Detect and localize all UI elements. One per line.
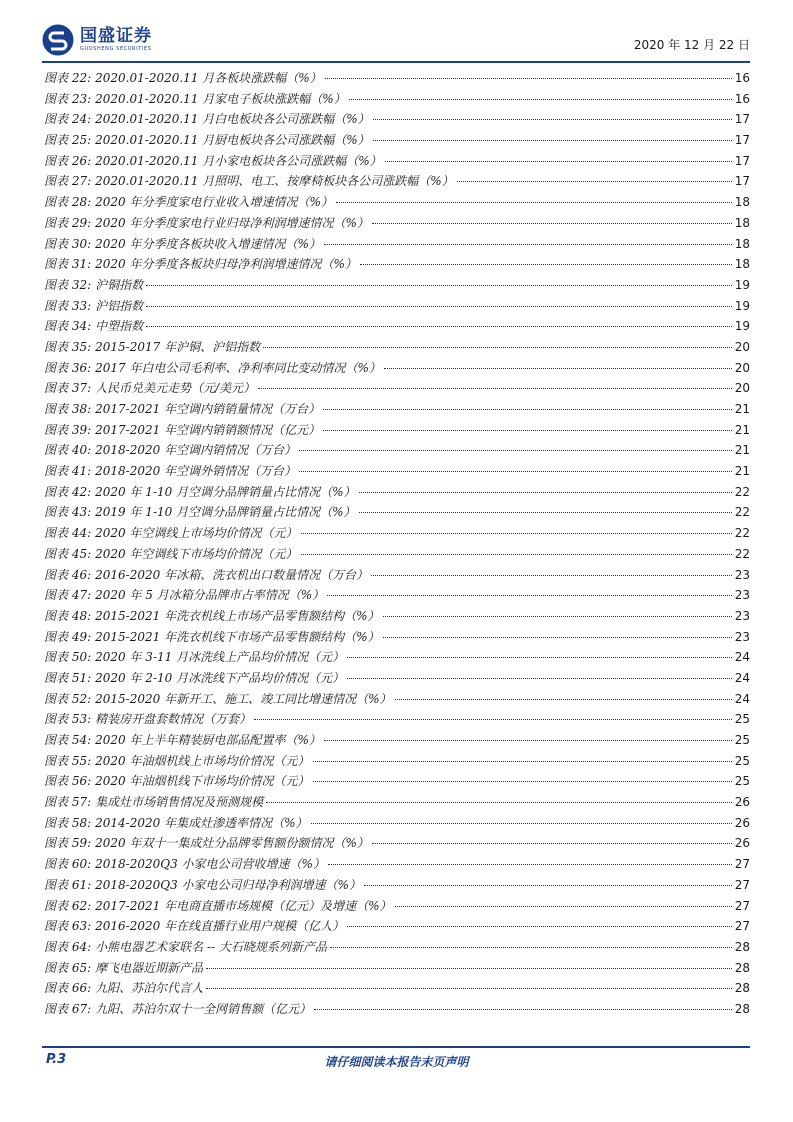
toc-entry[interactable] <box>44 937 750 958</box>
figure-title: 沪铜指数 <box>95 277 144 292</box>
figure-number: 图表 22: <box>44 71 92 85</box>
figure-number: 图表 31: <box>44 257 92 272</box>
page-reference: 27 <box>734 857 750 872</box>
page-reference: 23 <box>734 608 750 623</box>
toc-entry[interactable] <box>44 337 750 358</box>
page-reference: 28 <box>734 960 750 975</box>
toc-entry[interactable] <box>44 544 750 565</box>
toc-entry[interactable] <box>44 109 750 130</box>
page-reference: 23 <box>734 588 750 603</box>
toc-entry[interactable] <box>44 792 750 813</box>
toc-entry[interactable] <box>44 875 750 896</box>
toc-entry[interactable] <box>44 523 750 544</box>
toc-entry[interactable] <box>44 585 750 606</box>
brand-name-en: GUOSHENG SECURITIES <box>80 46 152 52</box>
figure-title: 2020.01-2020.11 月厨电板块各公司涨跌幅（%） <box>95 133 370 148</box>
dot-leader <box>383 637 732 638</box>
toc-entry[interactable] <box>44 171 750 192</box>
page-reference: 26 <box>734 795 750 810</box>
toc-entry[interactable] <box>44 627 750 648</box>
figure-title: 2020 年分季度各板块归母净利润增速情况（%） <box>95 257 357 272</box>
page-reference: 18 <box>734 195 750 210</box>
dot-leader <box>384 368 732 369</box>
toc-entry[interactable] <box>44 854 750 875</box>
dot-leader <box>301 533 732 534</box>
figure-title: 2020 年双十一集成灶分品牌零售额份额情况（%） <box>95 836 369 851</box>
dot-leader <box>373 140 732 141</box>
footer-divider <box>42 1046 750 1048</box>
figure-title: 2017-2021 年空调内销销额情况（亿元） <box>95 422 321 437</box>
dot-leader <box>395 699 732 700</box>
dot-leader <box>258 388 732 389</box>
header-divider <box>42 61 750 63</box>
figure-number: 图表 67: <box>44 1001 92 1016</box>
figure-title: 2020 年上半年精装厨电部品配置率（%） <box>95 733 321 747</box>
figure-number: 图表 48: <box>44 608 92 623</box>
page-reference: 16 <box>734 91 750 106</box>
figure-number: 图表 38: <box>44 402 92 416</box>
figure-title: 2018-2020 年空调内销情况（万台） <box>95 443 297 458</box>
toc-entry[interactable] <box>44 440 750 461</box>
dot-leader <box>359 492 732 493</box>
dot-leader <box>146 285 732 286</box>
page-reference: 25 <box>734 712 750 727</box>
figure-title: 2016-2020 年冰箱、洗衣机出口数量情况（万台） <box>95 567 369 582</box>
figure-number: 图表 66: <box>44 981 92 996</box>
dot-leader <box>395 906 732 907</box>
dot-leader <box>313 781 732 782</box>
page-reference: 25 <box>734 774 750 789</box>
figure-title: 小熊电器艺术家联名 -- 大石晓规系列新产品 <box>95 939 327 954</box>
dot-leader <box>266 802 732 803</box>
figure-title: 2020 年 1-10 月空调分品牌销量占比情况（%） <box>95 484 356 499</box>
page-reference: 18 <box>734 215 750 230</box>
dot-leader <box>360 264 732 265</box>
page-reference: 27 <box>734 919 750 934</box>
page-reference: 21 <box>734 422 750 437</box>
figure-title: 2018-2020Q3 小家电公司营收增速（%） <box>95 857 325 872</box>
figure-title: 2019 年 1-10 月空调分品牌销量占比情况（%） <box>95 505 356 520</box>
toc-entry[interactable] <box>44 730 750 751</box>
page-header <box>42 22 750 58</box>
figure-title: 精装房开盘套数情况（万套） <box>95 712 252 727</box>
brand-logo <box>42 22 152 58</box>
figure-number: 图表 65: <box>44 960 92 975</box>
figure-number: 图表 41: <box>44 464 92 479</box>
figure-title: 2017 年白电公司毛利率、净利率同比变动情况（%） <box>95 360 381 375</box>
dot-leader <box>263 347 732 348</box>
toc-entry[interactable] <box>44 130 750 151</box>
toc-entry[interactable] <box>44 358 750 379</box>
figure-number: 图表 56: <box>44 774 92 789</box>
page-reference: 22 <box>734 484 750 499</box>
figure-number: 图表 60: <box>44 857 92 872</box>
figure-number: 图表 52: <box>44 691 92 706</box>
figure-number: 图表 24: <box>44 112 92 127</box>
figure-number: 图表 34: <box>44 319 92 334</box>
figure-number: 图表 26: <box>44 153 92 168</box>
toc-entry[interactable] <box>44 751 750 772</box>
page-reference: 23 <box>734 567 750 582</box>
figure-number: 图表 62: <box>44 898 92 913</box>
figure-number: 图表 28: <box>44 195 92 210</box>
figure-number: 图表 53: <box>44 712 92 727</box>
figure-title: 2020 年 5 月冰箱分品牌市占率情况（%） <box>95 588 325 603</box>
toc-entry[interactable] <box>44 461 750 482</box>
page-reference: 19 <box>734 277 750 292</box>
page-reference: 17 <box>734 133 750 148</box>
toc-entry[interactable] <box>44 999 750 1020</box>
page-number: P.3 <box>46 1052 67 1067</box>
figure-title: 九阳、苏泊尔代言人 <box>95 981 204 996</box>
figure-title: 2020 年分季度家电行业收入增速情况（%） <box>95 195 333 210</box>
toc-entry[interactable] <box>44 296 750 317</box>
dot-leader <box>323 409 732 410</box>
figure-title: 中塑指数 <box>95 319 144 334</box>
figure-title: 2015-2017 年沪铜、沪铝指数 <box>95 339 261 354</box>
dot-leader <box>371 575 732 576</box>
page-reference: 24 <box>734 670 750 685</box>
figure-number: 图表 57: <box>44 795 92 810</box>
figure-number: 图表 51: <box>44 670 92 685</box>
toc-entry[interactable] <box>44 68 750 89</box>
page-reference: 19 <box>734 298 750 313</box>
toc-entry[interactable] <box>44 709 750 730</box>
dot-leader <box>373 119 732 120</box>
figure-number: 图表 27: <box>44 174 92 189</box>
page-reference: 21 <box>734 402 750 416</box>
dot-leader <box>385 161 732 162</box>
dot-leader <box>324 740 732 741</box>
figure-title: 2015-2021 年洗衣机线上市场产品零售额结构（%） <box>95 608 380 623</box>
toc-entry[interactable] <box>44 502 750 523</box>
dot-leader <box>328 864 732 865</box>
dot-leader <box>323 430 732 431</box>
page-reference: 18 <box>734 257 750 272</box>
figure-number: 图表 32: <box>44 277 92 292</box>
figure-number: 图表 47: <box>44 588 92 603</box>
figure-number: 图表 36: <box>44 360 92 375</box>
toc-entry[interactable] <box>44 896 750 917</box>
figure-title: 2018-2020Q3 小家电公司归母净利润增速（%） <box>95 877 361 892</box>
dot-leader <box>347 678 732 679</box>
figure-number: 图表 49: <box>44 629 92 644</box>
page-reference: 20 <box>734 339 750 354</box>
dot-leader <box>457 181 732 182</box>
page-reference: 28 <box>734 1001 750 1016</box>
figure-title: 集成灶市场销售情况及预测规模 <box>95 795 264 810</box>
page-reference: 25 <box>734 753 750 768</box>
dot-leader <box>254 719 732 720</box>
page-reference: 19 <box>734 319 750 334</box>
toc-entry[interactable] <box>44 378 750 399</box>
toc-entry[interactable] <box>44 978 750 999</box>
toc-entry[interactable] <box>44 399 750 420</box>
toc-entry[interactable] <box>44 689 750 710</box>
figure-number: 图表 42: <box>44 484 92 499</box>
toc-entry[interactable] <box>44 771 750 792</box>
toc-entry[interactable] <box>44 813 750 834</box>
page-reference: 21 <box>734 443 750 458</box>
page-reference: 17 <box>734 112 750 127</box>
page-reference: 20 <box>734 360 750 375</box>
figure-title: 2020 年 2-10 月冰洗线下产品均价情况（元） <box>95 670 345 685</box>
toc-entry[interactable] <box>44 316 750 337</box>
page-reference: 27 <box>734 877 750 892</box>
toc-entry[interactable] <box>44 647 750 668</box>
dot-leader <box>299 450 732 451</box>
dot-leader <box>299 471 732 472</box>
page-reference: 17 <box>734 153 750 168</box>
figure-number: 图表 43: <box>44 505 92 520</box>
page-reference: 24 <box>734 650 750 665</box>
dot-leader <box>372 843 732 844</box>
toc-entry[interactable] <box>44 482 750 503</box>
figure-number: 图表 35: <box>44 339 92 354</box>
page-reference: 26 <box>734 836 750 851</box>
dot-leader <box>347 657 732 658</box>
figure-number: 图表 64: <box>44 939 92 954</box>
figure-number: 图表 23: <box>44 91 92 106</box>
toc-entry[interactable] <box>44 833 750 854</box>
page-reference: 21 <box>734 464 750 479</box>
figure-index-list <box>44 68 750 1020</box>
toc-entry[interactable] <box>44 916 750 937</box>
figure-title: 人民币兑美元走势（元/美元） <box>95 381 256 396</box>
dot-leader <box>324 244 732 245</box>
toc-entry[interactable] <box>44 192 750 213</box>
dot-leader <box>301 554 732 555</box>
figure-number: 图表 54: <box>44 733 92 747</box>
figure-title: 摩飞电器近期新产品 <box>95 960 204 975</box>
figure-title: 2020 年分季度家电行业归母净利润增速情况（%） <box>95 215 369 230</box>
page-reference: 25 <box>734 733 750 747</box>
dot-leader <box>313 761 732 762</box>
dot-leader <box>206 968 732 969</box>
figure-title: 2020.01-2020.11 月小家电板块各公司涨跌幅（%） <box>95 153 382 168</box>
figure-title: 2020 年分季度各板块收入增速情况（%） <box>95 236 321 251</box>
toc-entry[interactable] <box>44 668 750 689</box>
figure-number: 图表 33: <box>44 298 92 313</box>
page-reference: 22 <box>734 526 750 541</box>
logo-icon <box>42 24 74 56</box>
figure-number: 图表 30: <box>44 236 92 251</box>
figure-number: 图表 61: <box>44 877 92 892</box>
figure-number: 图表 50: <box>44 650 92 665</box>
toc-entry[interactable] <box>44 89 750 110</box>
figure-title: 2018-2020 年空调外销情况（万台） <box>95 464 297 479</box>
dot-leader <box>347 926 732 927</box>
figure-number: 图表 25: <box>44 133 92 148</box>
figure-title: 2020 年油烟机线上市场均价情况（元） <box>95 753 310 768</box>
page-reference: 26 <box>734 815 750 830</box>
figure-title: 2014-2020 年集成灶渗透率情况（%） <box>95 815 308 830</box>
toc-entry[interactable] <box>44 958 750 979</box>
toc-entry[interactable] <box>44 606 750 627</box>
page-reference: 17 <box>734 174 750 189</box>
page-reference: 18 <box>734 236 750 251</box>
page-reference: 22 <box>734 505 750 520</box>
toc-entry[interactable] <box>44 234 750 255</box>
figure-title: 2020.01-2020.11 月各板块涨跌幅（%） <box>95 71 322 85</box>
figure-title: 2015-2021 年洗衣机线下市场产品零售额结构（%） <box>95 629 380 644</box>
page-reference: 24 <box>734 691 750 706</box>
page-reference: 16 <box>734 71 750 85</box>
report-date: 2020 年 12 月 22 日 <box>633 38 750 52</box>
figure-number: 图表 37: <box>44 381 92 396</box>
dot-leader <box>325 78 732 79</box>
toc-entry[interactable] <box>44 275 750 296</box>
page-reference: 20 <box>734 381 750 396</box>
figure-number: 图表 44: <box>44 526 92 541</box>
figure-title: 2020 年空调线上市场均价情况（元） <box>95 526 298 541</box>
dot-leader <box>383 616 732 617</box>
dot-leader <box>314 1009 732 1010</box>
toc-entry[interactable] <box>44 213 750 234</box>
dot-leader <box>311 823 732 824</box>
figure-number: 图表 55: <box>44 753 92 768</box>
figure-number: 图表 59: <box>44 836 92 851</box>
figure-number: 图表 39: <box>44 422 92 437</box>
figure-title: 2020.01-2020.11 月照明、电工、按摩椅板块各公司涨跌幅（%） <box>95 174 454 189</box>
dot-leader <box>146 306 732 307</box>
figure-number: 图表 45: <box>44 546 92 561</box>
page-reference: 22 <box>734 546 750 561</box>
figure-title: 2020 年油烟机线下市场均价情况（元） <box>95 774 310 789</box>
figure-number: 图表 40: <box>44 443 92 458</box>
dot-leader <box>206 988 732 989</box>
figure-number: 图表 58: <box>44 815 92 830</box>
dot-leader <box>330 947 732 948</box>
page-reference: 28 <box>734 981 750 996</box>
dot-leader <box>349 99 732 100</box>
figure-title: 沪铝指数 <box>95 298 144 313</box>
toc-entry[interactable] <box>44 151 750 172</box>
dot-leader <box>372 223 732 224</box>
figure-number: 图表 63: <box>44 919 92 934</box>
figure-title: 2020.01-2020.11 月家电子板块涨跌幅（%） <box>95 91 346 106</box>
dot-leader <box>327 595 732 596</box>
figure-title: 2015-2020 年新开工、施工、竣工同比增速情况（%） <box>95 691 392 706</box>
figure-title: 2020 年 3-11 月冰洗线上产品均价情况（元） <box>95 650 345 665</box>
figure-title: 2020 年空调线下市场均价情况（元） <box>95 546 298 561</box>
page-reference: 28 <box>734 939 750 954</box>
figure-title: 2017-2021 年空调内销销量情况（万台） <box>95 402 321 416</box>
dot-leader <box>336 202 732 203</box>
figure-title: 2017-2021 年电商直播市场规模（亿元）及增速（%） <box>95 898 392 913</box>
toc-entry[interactable] <box>44 565 750 586</box>
dot-leader <box>146 326 732 327</box>
brand-name: 国盛证券 <box>80 26 152 46</box>
page-reference: 23 <box>734 629 750 644</box>
figure-title: 2016-2020 年在线直播行业用户规模（亿人） <box>95 919 345 934</box>
dot-leader <box>364 885 732 886</box>
toc-entry[interactable] <box>44 254 750 275</box>
toc-entry[interactable] <box>44 420 750 441</box>
figure-number: 图表 46: <box>44 567 92 582</box>
page-reference: 27 <box>734 898 750 913</box>
disclaimer-text: 请仔细阅读本报告末页声明 <box>324 1055 469 1069</box>
dot-leader <box>359 512 732 513</box>
figure-number: 图表 29: <box>44 215 92 230</box>
figure-title: 2020.01-2020.11 月白电板块各公司涨跌幅（%） <box>95 112 370 127</box>
figure-title: 九阳、苏泊尔双十一全网销售额（亿元） <box>95 1001 312 1016</box>
